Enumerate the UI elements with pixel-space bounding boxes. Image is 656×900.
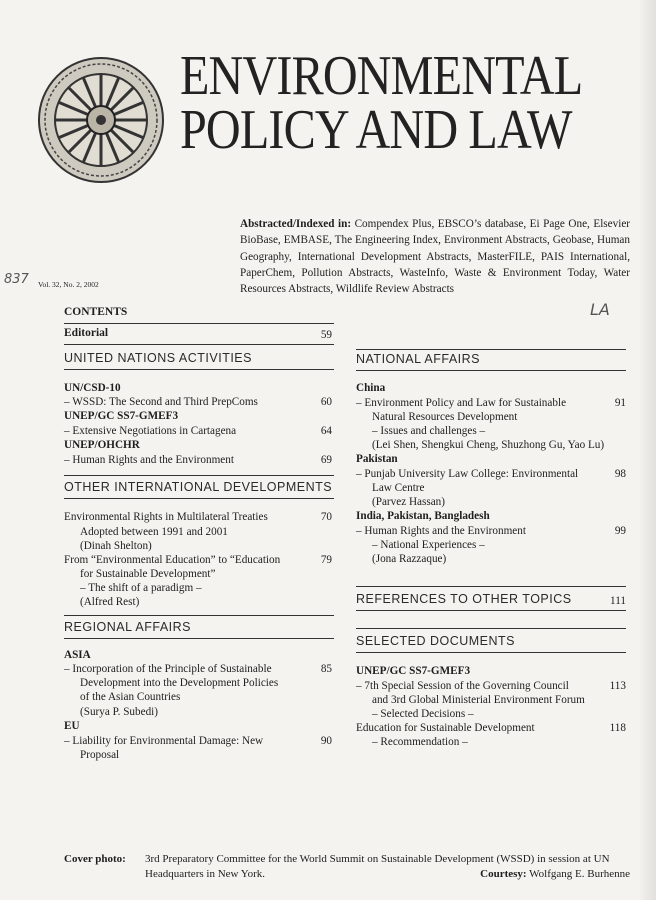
item-negotiations: – Extensive Negotiations in Cartagena: [64, 425, 237, 437]
item-human-rights: – Human Rights and the Environment: [64, 454, 234, 466]
author-rest: (Alfred Rest): [80, 596, 140, 608]
subhead-ohchr: UNEP/OHCHR: [64, 439, 140, 451]
item-incorporation: – Incorporation of the Principle of Sustainable: [64, 663, 272, 675]
item-incorporation-cont: Development into the Development Policies: [80, 677, 279, 689]
page-64: 64: [320, 425, 332, 437]
item-env-policy-cont: Natural Resources Development: [372, 411, 518, 423]
divider: [64, 615, 334, 616]
page-85: 85: [320, 663, 332, 675]
subhead-unep-docs: UNEP/GC SS7-GMEF3: [356, 665, 471, 677]
page-99: 99: [614, 525, 626, 537]
item-special-session-sub: – Selected Decisions –: [372, 708, 474, 720]
item-recommendation: – Recommendation –: [372, 736, 468, 748]
author-hassan: (Parvez Hassan): [372, 496, 445, 508]
divider: [64, 344, 334, 345]
cover-text-line1: 3rd Preparatory Committee for the World Summit on Sustainable Development (WSSD) in session at UN: [145, 853, 610, 865]
item-education-sub: – The shift of a paradigm –: [80, 582, 202, 594]
divider: [356, 652, 626, 653]
item-human-rights-nat: – Human Rights and the Environment: [356, 525, 526, 537]
journal-title-line1: ENVIRONMENTAL: [180, 45, 583, 107]
subhead-unep: UNEP/GC SS7-GMEF3: [64, 410, 179, 422]
contents-heading: CONTENTS: [64, 306, 128, 318]
item-education: From “Environmental Education” to “Education: [64, 554, 281, 566]
item-punjab-cont: Law Centre: [372, 482, 425, 494]
cover-photo-label: Cover photo:: [64, 853, 126, 865]
courtesy: [480, 867, 630, 882]
subhead-pakistan: Pakistan: [356, 453, 398, 465]
divider: [64, 638, 334, 639]
indexing-label: Abstracted/Indexed in:: [240, 218, 352, 230]
section-national: NATIONAL AFFAIRS: [356, 352, 480, 366]
journal-title-line2: POLICY AND LAW: [180, 99, 572, 161]
author-razzaque: (Jona Razzaque): [372, 553, 447, 565]
item-rights-treaties: Environmental Rights in Multilateral Treaties: [64, 511, 268, 523]
divider: [64, 323, 334, 324]
divider: [356, 586, 626, 587]
section-references: REFERENCES TO OTHER TOPICS: [356, 592, 572, 606]
authors-shen: (Lei Shen, Shengkui Cheng, Shuzhong Gu, Yao Lu): [372, 439, 605, 451]
divider: [64, 475, 334, 476]
item-special-session: – 7th Special Session of the Governing Council: [356, 680, 569, 692]
page-69: 69: [320, 454, 332, 466]
item-special-session-cont: and 3rd Global Ministerial Environment Forum: [372, 694, 585, 706]
item-liability-cont: Proposal: [80, 749, 120, 761]
courtesy-name: Wolfgang E. Burhenne: [529, 868, 630, 880]
page-98: 98: [614, 468, 626, 480]
subhead-csd: UN/CSD-10: [64, 382, 121, 394]
subhead-china: China: [356, 382, 386, 394]
item-incorporation-cont2: of the Asian Countries: [80, 691, 181, 703]
section-other-intl: OTHER INTERNATIONAL DEVELOPMENTS: [64, 480, 333, 494]
courtesy-label: Courtesy:: [480, 868, 527, 880]
page-edge-shadow: [638, 0, 656, 900]
page-113: 113: [609, 680, 626, 692]
item-rights-treaties-cont: Adopted between 1991 and 2001: [80, 526, 228, 538]
cover-photo-text: [145, 852, 630, 882]
subhead-eu: EU: [64, 720, 80, 732]
volume-info: Vol. 32, No. 2, 2002: [38, 280, 99, 289]
cover-text-line2: Headquarters in New York.: [145, 868, 266, 880]
editorial-page: 59: [320, 329, 332, 341]
indexing-note: [240, 216, 630, 297]
editorial-label: Editorial: [64, 327, 109, 339]
divider: [64, 498, 334, 499]
page-91: 91: [614, 397, 626, 409]
item-wssd: – WSSD: The Second and Third PrepComs: [64, 396, 258, 408]
subhead-asia: ASIA: [64, 649, 91, 661]
divider: [64, 369, 334, 370]
divider: [356, 349, 626, 350]
author-subedi: (Surya P. Subedi): [80, 706, 158, 718]
divider: [356, 370, 626, 371]
section-selected-docs: SELECTED DOCUMENTS: [356, 634, 516, 648]
handwritten-number: 837: [4, 272, 29, 287]
page-111: 111: [610, 595, 626, 607]
item-education-sd: Education for Sustainable Development: [356, 722, 535, 734]
indexing-text: Compendex Plus, EBSCO’s database, Ei Page One, Elsevier BioBase, EMBASE, The Engineering Index, Environment Abstracts, Geobase, Human Geography, International Development Abstracts, MasterFILE, PAIS International, PaperChem, Pollution Abstracts, WasteInfo, Waste & Environment Today, Water Resources Abstracts, Wildlife Review Abstracts: [240, 218, 631, 296]
section-regional: REGIONAL AFFAIRS: [64, 620, 192, 634]
item-education-cont: for Sustainable Development”: [80, 568, 216, 580]
page-118: 118: [609, 722, 626, 734]
subhead-ipb: India, Pakistan, Bangladesh: [356, 510, 490, 522]
section-un-activities: UNITED NATIONS ACTIVITIES: [64, 351, 252, 365]
item-punjab: – Punjab University Law College: Environmental: [356, 468, 579, 480]
item-env-policy: – Environment Policy and Law for Sustainable: [356, 397, 567, 409]
cover-text-line2-row: [145, 867, 630, 882]
page-60: 60: [320, 396, 332, 408]
page-70: 70: [320, 511, 332, 523]
divider: [356, 610, 626, 611]
divider: [356, 628, 626, 629]
handwritten-initials: LA: [590, 300, 610, 319]
item-env-policy-sub: – Issues and challenges –: [372, 425, 486, 437]
item-human-rights-nat-sub: – National Experiences –: [372, 539, 485, 551]
page-79: 79: [320, 554, 332, 566]
page-90: 90: [320, 735, 332, 747]
author-shelton: (Dinah Shelton): [80, 540, 152, 552]
item-liability: – Liability for Environmental Damage: New: [64, 735, 264, 747]
wheel-emblem-logo: [36, 55, 166, 185]
